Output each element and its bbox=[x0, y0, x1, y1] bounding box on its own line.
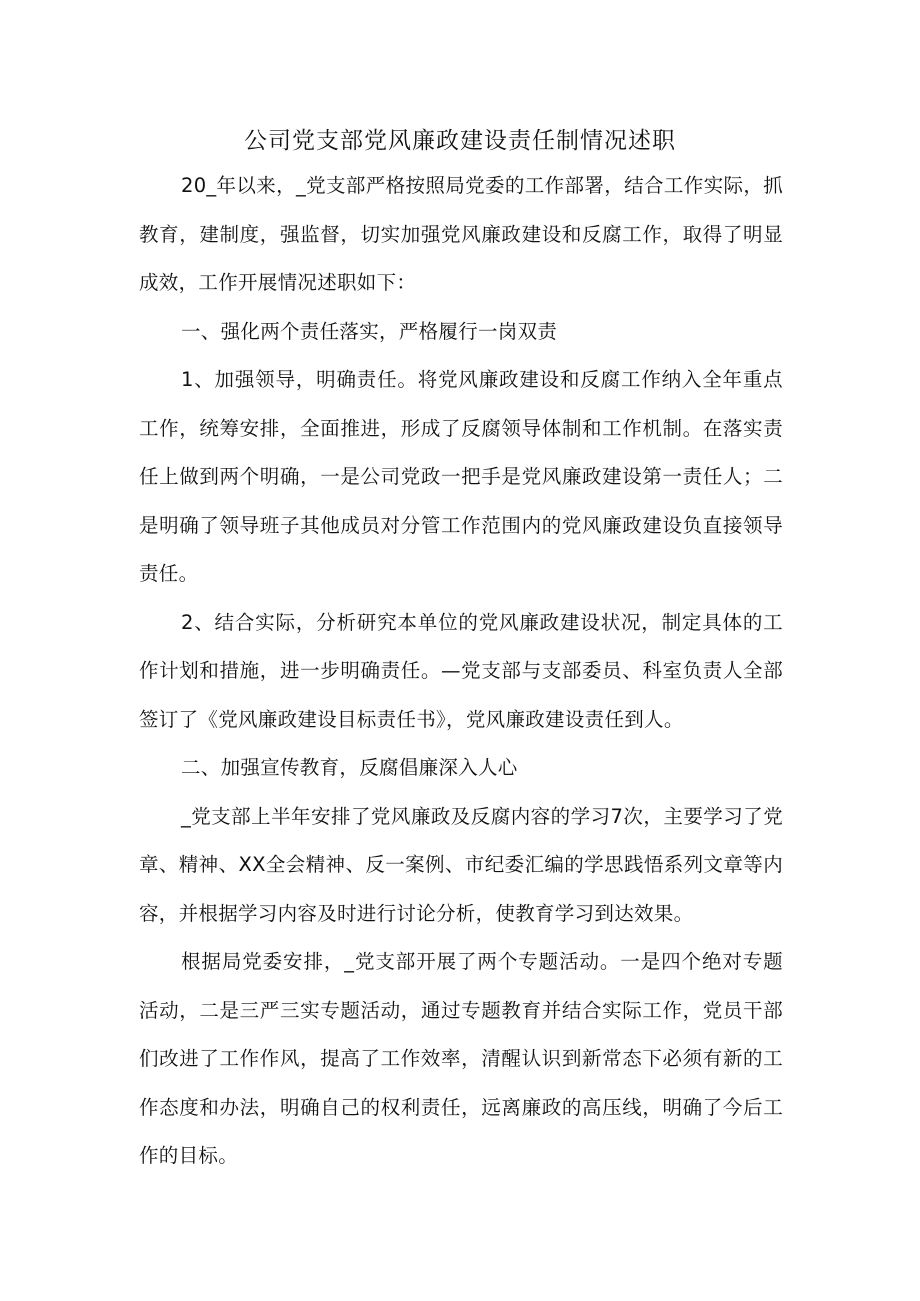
section-heading-2: 二、加强宣传教育，反腐倡廉深入人心 bbox=[181, 756, 518, 779]
document-title: 公司党支部党风廉政建设责任制情况述职 bbox=[244, 128, 676, 154]
document-body bbox=[139, 162, 783, 1181]
paragraph-item-2: 2、结合实际，分析研究本单位的党风廉政建设状况，制定具体的工作计划和措施，进一步明确责任。—党支部与支部委员、科室负责人全部签订了《党风廉政建设目标责任书》，党风廉政建设责任到人。 bbox=[139, 610, 783, 731]
paragraph-activities: 根据局党委安排，_党支部开展了两个专题活动。一是四个绝对专题活动，二是三严三实专题活动，通过专题教育并结合实际工作，党员干部们改进了工作作风，提高了工作效率，清醒认识到新常态下必须有新的工作态度和办法，明确自己的权利责任，远离廉政的高压线，明确了今后工作的目标。 bbox=[139, 950, 783, 1167]
section-heading-1: 一、强化两个责任落实，严格履行一岗双责 bbox=[181, 319, 558, 343]
intro-paragraph: 20_年以来，_党支部严格按照局党委的工作部署，结合工作实际，抓教育，建制度，强监督，切实加强党风廉政建设和反腐工作，取得了明显成效，工作开展情况述职如下： bbox=[139, 174, 783, 294]
paragraph-study: _党支部上半年安排了党风廉政及反腐内容的学习7次，主要学习了党章、精神、XX全会精神、反一案例、市纪委汇编的学思践悟系列文章等内容，并根据学习内容及时进行讨论分析，使教育学习到达效果。 bbox=[139, 804, 783, 925]
paragraph-item-1: 1、加强领导，明确责任。将党风廉政建设和反腐工作纳入全年重点工作，统筹安排，全面推进，形成了反腐领导体制和工作机制。在落实责任上做到两个明确，一是公司党政一把手是党风廉政建设第一责任人；二是明确了领导班子其他成员对分管工作范围内的党风廉政建设负直接领导责任。 bbox=[139, 368, 783, 585]
